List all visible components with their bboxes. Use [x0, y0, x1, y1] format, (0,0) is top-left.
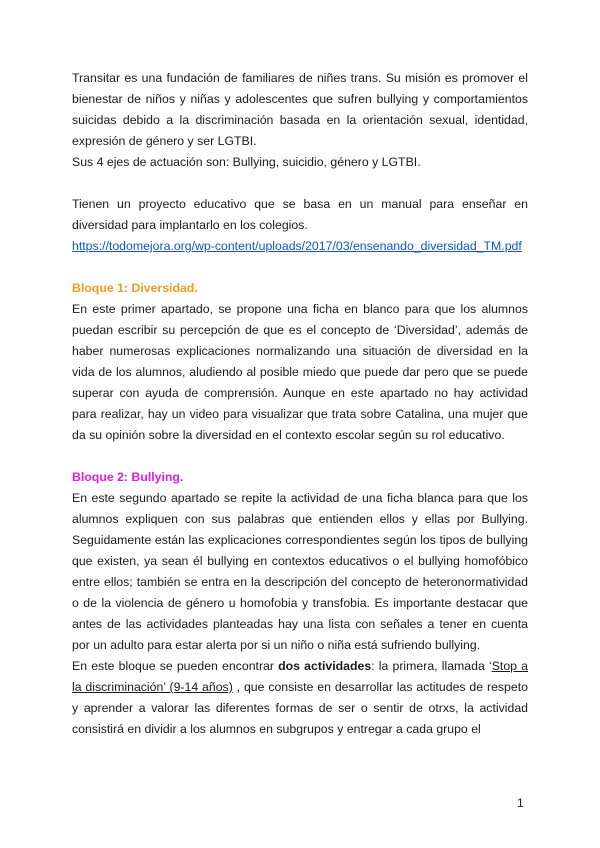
page-number: 1	[517, 796, 524, 810]
bloque2-paragraph: En este segundo apartado se repite la actividad de una ficha blanca para que los alumnos expliquen con sus palabras que entienden ellos y ellas por Bullying. Seguidamente están las explicaciones correspondientes según los tipos de bullying que existen, ya sean él bullying en contextos educativos o el bullying homofóbico entre ellos; también se entra en la descripción del concepto de heteronormatividad o de la violencia de género u homofobia y transfobia. Es importante destacar que antes de las actividades planteadas hay una lista con señales a tener en cuenta por un adulto para estar alerta por si un niño o niña está sufriendo bullying.	[72, 491, 528, 652]
activities-mid-text: : la primera, llamada ‘	[371, 659, 492, 673]
activities-end-text: , que consiste en desarrollar las actitudes de respeto y aprender a valorar las diferentes formas de ser o sentir de otrxs, la actividad consistirá en dividir a los alumnos en subgrupos y entregar a cada grupo el	[72, 680, 528, 736]
activity-title: Stop a la discriminación’ (9-14 años)	[72, 659, 528, 694]
manual-link[interactable]: https://todomejora.org/wp-content/uploads/2017/03/ensenando_diversidad_TM.pdf	[72, 239, 522, 253]
document-page	[72, 68, 528, 740]
activities-bold-text: dos actividades	[278, 659, 372, 673]
bloque1-heading: Bloque 1: Diversidad.	[72, 281, 198, 295]
activities-intro-text: En este bloque se pueden encontrar	[72, 659, 279, 673]
intro-project-paragraph: Tienen un proyecto educativo que se basa en un manual para enseñar en diversidad para implantarlo en los colegios.	[72, 197, 528, 232]
intro-axes-line: Sus 4 ejes de actuación son: Bullying, suicidio, género y LGTBI.	[72, 155, 421, 169]
bloque2-heading: Bloque 2: Bullying.	[72, 470, 184, 484]
bloque1-paragraph: En este primer apartado, se propone una ficha en blanco para que los alumnos puedan escribir su percepción de que es el concepto de ‘Diversidad’, además de haber numerosas explicaciones normalizando una situación de diversidad en la vida de los alumnos, aludiendo al posible miedo que puede dar pero que se puede superar con ayuda de comprensión. Aunque en este apartado no hay actividad para realizar, hay un video para visualizar que trata sobre Catalina, una mujer que da su opinión sobre la diversidad en el contexto escolar según su rol educativo.	[72, 302, 528, 442]
bloque2-activities-paragraph	[72, 656, 528, 740]
intro-paragraph: Transitar es una fundación de familiares de niñes trans. Su misión es promover el bienestar de niños y niñas y adolescentes que sufren bullying y comportamientos suicidas debido a la discriminación basada en la orientación sexual, identidad, expresión de género y ser LGTBI.	[72, 71, 528, 148]
